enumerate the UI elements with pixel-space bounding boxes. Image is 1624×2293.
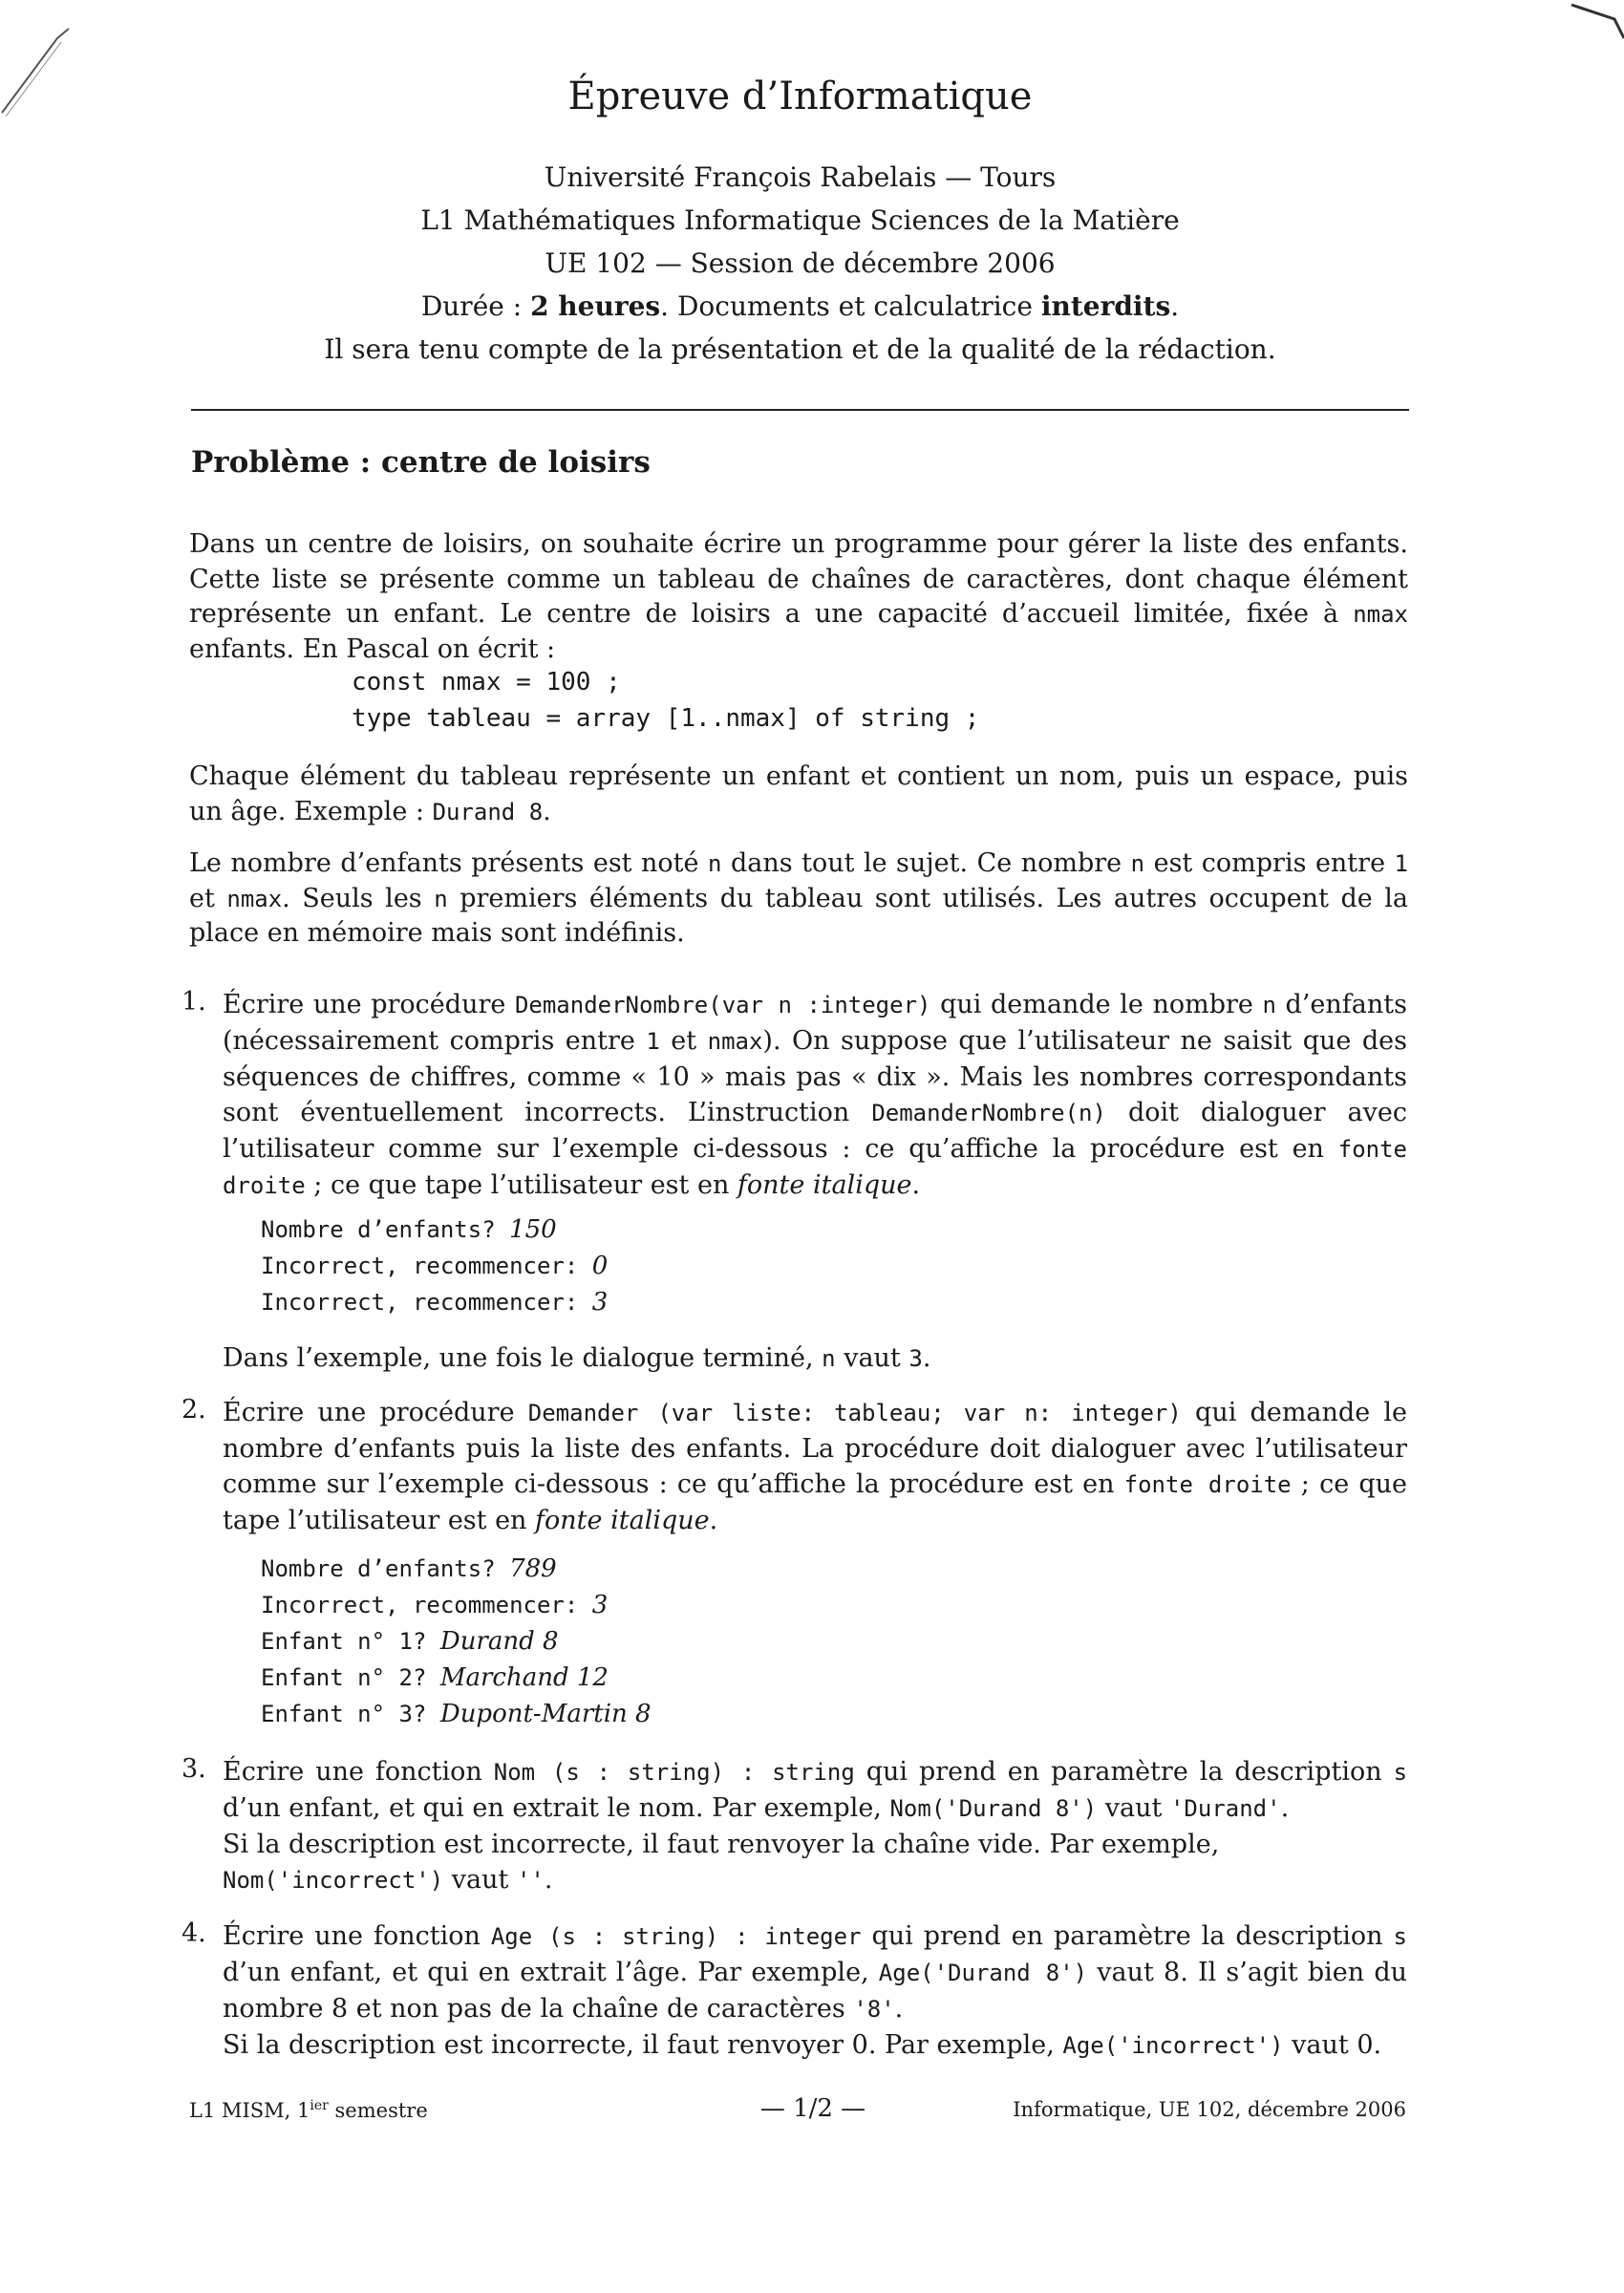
inline-code: 3	[908, 1345, 923, 1372]
inline-code: 'Durand'	[1169, 1795, 1281, 1822]
question-text: vaut	[443, 1865, 517, 1895]
intro-text: et	[189, 883, 227, 913]
intro-text: enfants. En Pascal on écrit :	[189, 633, 556, 664]
intro-text: premiers éléments du tableau sont utilisés. Les autres occupent de la place en mémoire mais sont indéfinis.	[189, 883, 1408, 948]
question-number: 2.	[182, 1395, 206, 1425]
dialog-line	[261, 1660, 652, 1696]
session-line: UE 102 — Session de décembre 2006	[545, 247, 1056, 279]
duration-end: .	[1170, 290, 1180, 322]
question-text: vaut 0.	[1283, 2030, 1382, 2060]
inline-code: DemanderNombre(n)	[871, 1100, 1106, 1126]
question-text: qui demande le nombre d’enfants puis la liste des enfants. La procédure doit dialoguer avec l’utilisateur comme sur l’exemple ci-dessous : ce qu’affiche la procédure est en	[223, 1398, 1407, 1499]
dialog-input: Durand 8	[439, 1627, 559, 1656]
question-number: 4.	[182, 1918, 206, 1948]
inline-code: n	[434, 885, 448, 912]
footer-text: L1 MISM, 1	[189, 2099, 310, 2122]
intro-text: dans tout le sujet. Ce nombre	[721, 848, 1131, 878]
dialog-input: 3	[591, 1591, 609, 1619]
footer-text: semestre	[328, 2099, 428, 2122]
question-text: ; ce que tape l’utilisateur est en	[305, 1170, 737, 1200]
intro-text: est compris entre	[1144, 848, 1395, 878]
question-text: .	[544, 1865, 553, 1895]
dialog-input: Marchand 12	[439, 1663, 609, 1692]
question-text: d’un enfant, et qui en extrait l’âge. Par exemple,	[223, 1958, 879, 1987]
inline-code: Age (s : string) : integer	[490, 1923, 862, 1950]
intro-paragraph-1	[189, 527, 1408, 667]
question-text: .	[894, 1994, 904, 2024]
intro-text: Chaque élément du tableau représente un enfant et contient un nom, puis un espace, puis un âge. Exemple :	[189, 761, 1408, 826]
question-1-conclusion	[223, 1343, 930, 1373]
question-text: vaut	[835, 1343, 909, 1373]
intro-paragraph-3	[189, 846, 1408, 952]
intro-text: .	[543, 796, 551, 826]
inline-code: Age('Durand 8')	[878, 1960, 1088, 1986]
duration-mid: . Documents et calculatrice	[660, 290, 1041, 322]
dialog-prompt: Enfant n° 3?	[261, 1701, 440, 1727]
question-text: doit dialoguer avec l’utilisateur comme sur l’exemple ci-dessous : ce qu’affiche la procédure est en	[223, 1098, 1407, 1164]
inline-code: s	[1393, 1759, 1408, 1786]
inline-code: fonte droite	[1123, 1471, 1292, 1498]
dialog-line	[261, 1284, 608, 1320]
duration-line	[191, 285, 1409, 328]
question-text: ; ce que tape l’utilisateur est en	[223, 1469, 1407, 1535]
notice-line: Il sera tenu compte de la présentation et de la qualité de la rédaction.	[324, 333, 1276, 365]
dialog-line	[261, 1551, 652, 1587]
dialog-prompt: Enfant n° 1?	[261, 1628, 440, 1655]
duration-forbidden: interdits	[1040, 290, 1171, 322]
question-text: et	[659, 1026, 708, 1056]
inline-code: s	[1393, 1923, 1407, 1950]
italic-text: fonte italique	[535, 1506, 710, 1535]
question-text: d’un enfant, et qui en extrait le nom. Par exemple,	[223, 1793, 890, 1823]
dialog-prompt: Enfant n° 2?	[261, 1664, 440, 1691]
program-line: L1 Mathématiques Informatique Sciences de la Matière	[420, 204, 1180, 236]
question-text: qui demande le nombre	[930, 990, 1263, 1019]
question-text: .	[1280, 1793, 1290, 1823]
question-text: .	[911, 1170, 921, 1200]
intro-text: Dans un centre de loisirs, on souhaite écrire un programme pour gérer la liste des enfants. Cette liste se présente comme un tableau de chaînes de caractères, dont chaque élément représente un enfant. Le centre de loisirs a une capacité d’accueil limitée, fixée à	[189, 529, 1408, 629]
question-text: d’enfants (nécessairement compris entre	[223, 990, 1407, 1056]
question-text: Si la description est incorrecte, il faut renvoyer la chaîne vide. Par exemple,	[223, 1830, 1220, 1859]
question-number: 1.	[182, 987, 206, 1017]
inline-code: n	[1130, 850, 1145, 877]
dialog-line	[261, 1211, 608, 1248]
inline-code: fonte droite	[223, 1136, 1407, 1199]
section-title: Problème : centre de loisirs	[191, 445, 651, 480]
italic-text: fonte italique	[737, 1170, 912, 1200]
dialog-example-1	[261, 1211, 608, 1320]
inline-code: n	[708, 850, 722, 877]
question-text: Écrire une procédure	[223, 1398, 528, 1427]
dialog-line	[261, 1696, 652, 1732]
duration-value: 2 heures	[530, 290, 661, 322]
footer-right: Informatique, UE 102, décembre 2006	[1013, 2098, 1406, 2121]
question-number: 3.	[182, 1754, 206, 1784]
inline-code: nmax	[1353, 601, 1408, 628]
question-text: Si la description est incorrecte, il faut renvoyer 0. Par exemple,	[223, 2030, 1063, 2060]
inline-code: ''	[516, 1867, 545, 1894]
dialog-example-2	[261, 1551, 652, 1732]
inline-code: n	[822, 1345, 836, 1372]
question-text: .	[922, 1343, 931, 1373]
inline-code: DemanderNombre(var n :integer)	[514, 992, 931, 1018]
dialog-prompt: Incorrect, recommencer:	[261, 1592, 592, 1618]
inline-code: nmax	[707, 1028, 763, 1055]
inline-code: '8'	[853, 1996, 895, 2023]
pascal-code-block	[352, 664, 979, 737]
intro-text: . Seuls les	[282, 883, 435, 913]
duration-label: Durée :	[420, 290, 531, 322]
dialog-prompt: Nombre d’enfants?	[261, 1216, 510, 1243]
question-text: Dans l’exemple, une fois le dialogue terminé,	[223, 1343, 823, 1373]
question-text: Écrire une procédure	[223, 990, 515, 1019]
question-text: ). On suppose que l’utilisateur ne saisit que des séquences de chiffres, comme « 10 » mais pas « dix ». Mais les nombres correspondants sont éventuellement incorrects. L’instruction	[223, 1026, 1407, 1127]
dialog-input: 150	[509, 1215, 557, 1244]
question-text: qui prend en paramètre la description	[861, 1921, 1394, 1951]
question-text: qui prend en paramètre la description	[854, 1757, 1394, 1787]
question-1-text	[223, 987, 1407, 1204]
dialog-prompt: Incorrect, recommencer:	[261, 1253, 592, 1279]
footer-superscript: ier	[310, 2098, 329, 2113]
inline-code: Age('incorrect')	[1062, 2032, 1284, 2059]
inline-code: Nom (s : string) : string	[493, 1759, 855, 1786]
university-line: Université François Rabelais — Tours	[544, 161, 1057, 193]
code-line: const nmax = 100 ;	[352, 668, 621, 696]
page-number: — 1/2 —	[759, 2094, 866, 2123]
dialog-prompt: Nombre d’enfants?	[261, 1555, 510, 1582]
inline-code: n	[1262, 992, 1276, 1018]
dialog-line	[261, 1248, 608, 1284]
inline-code: Nom('incorrect')	[223, 1867, 444, 1894]
inline-code: 1	[646, 1028, 660, 1055]
dialog-input: Dupont-Martin 8	[439, 1700, 652, 1728]
question-2-text	[223, 1395, 1407, 1538]
question-text: vaut 8. Il s’agit bien du nombre 8 et non pas de la chaîne de caractères	[223, 1958, 1407, 2024]
inline-code: Demander (var liste: tableau; var n: integer)	[527, 1400, 1182, 1426]
intro-text: Le nombre d’enfants présents est noté	[189, 848, 709, 878]
dialog-prompt: Incorrect, recommencer:	[261, 1289, 592, 1316]
dialog-input: 789	[509, 1554, 557, 1583]
footer-left	[189, 2098, 428, 2122]
question-4-text	[223, 1918, 1407, 2064]
question-3-text	[223, 1754, 1407, 1898]
intro-paragraph-2	[189, 760, 1408, 829]
question-text: .	[709, 1506, 718, 1535]
question-text: Écrire une fonction	[223, 1921, 491, 1951]
inline-code: Nom('Durand 8')	[889, 1795, 1098, 1822]
inline-code: nmax	[226, 885, 283, 912]
question-text: vaut	[1097, 1793, 1170, 1823]
exam-title: Épreuve d’Informatique	[567, 75, 1033, 118]
question-text: Écrire une fonction	[223, 1757, 494, 1787]
header-divider	[191, 409, 1409, 411]
dialog-line	[261, 1587, 652, 1623]
dialog-input: 3	[591, 1288, 609, 1317]
dialog-line	[261, 1623, 652, 1660]
dialog-input: 0	[591, 1252, 609, 1280]
inline-code: 1	[1394, 850, 1408, 877]
code-line: type tableau = array [1..nmax] of string ;	[352, 704, 980, 733]
inline-code: Durand 8	[432, 798, 544, 825]
